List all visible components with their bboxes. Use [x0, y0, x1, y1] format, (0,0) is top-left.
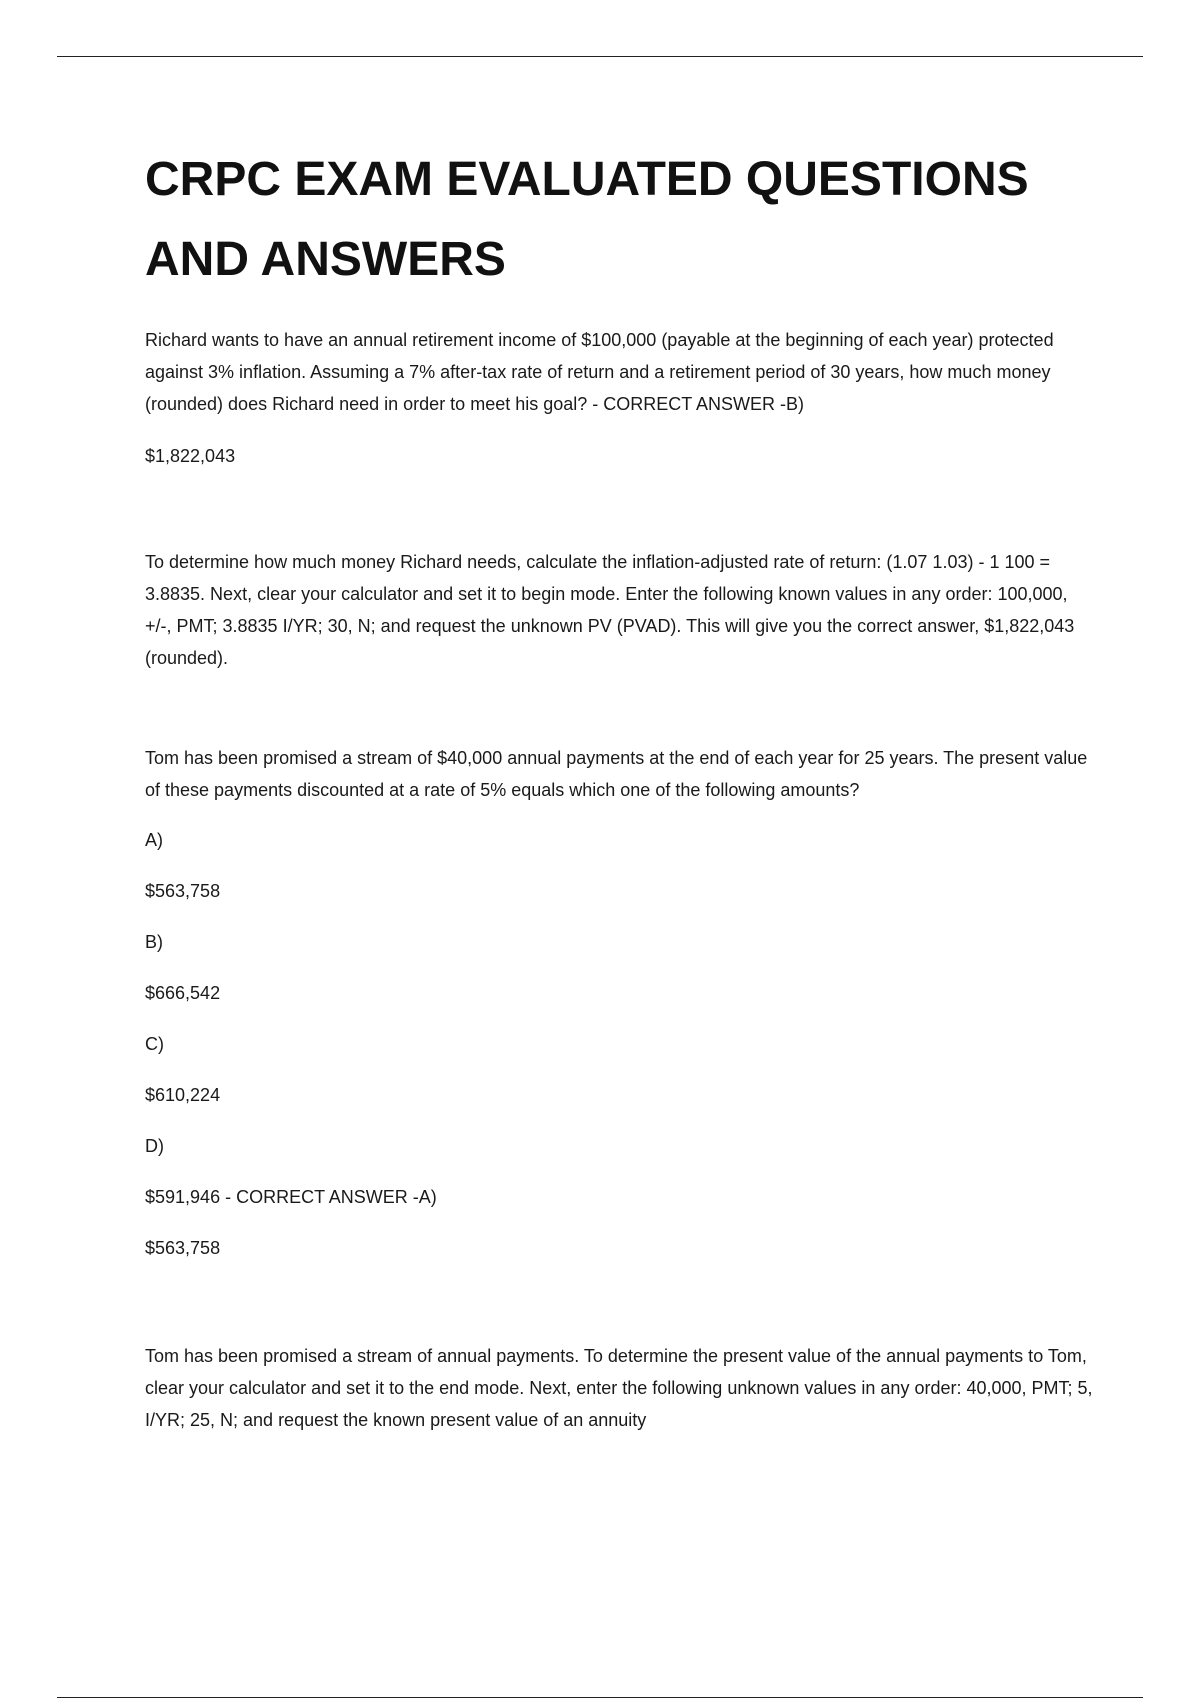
q2-option-b-letter: B) — [145, 932, 163, 952]
top-rule — [57, 56, 1143, 57]
q2-answer: $563,758 — [145, 1238, 221, 1258]
title-line-2: AND ANSWERS — [145, 233, 506, 286]
title-line-1: CRPC EXAM EVALUATED QUESTIONS — [145, 153, 1029, 206]
bottom-rule — [57, 1697, 1143, 1698]
q2-option-c-value: $610,224 — [145, 1085, 221, 1105]
q2-option-b-value: $666,542 — [145, 983, 221, 1003]
q2-option-d-value: $591,946 - CORRECT ANSWER -A) — [145, 1187, 437, 1207]
document-body — [145, 140, 1095, 1436]
q1-question: Richard wants to have an annual retirement income of $100,000 (payable at the beginning of each year) protected against 3% inflation. Assuming a 7% after-tax rate of return and a retirement period of 30 years, how much money (rounded) does Richard need in order to meet his goal? - CORRECT ANSWER -B) — [145, 330, 1054, 414]
q2-question: Tom has been promised a stream of $40,000 annual payments at the end of each year for 25 years. The present value of these payments discounted at a rate of 5% equals which one of the following amounts? — [145, 748, 1088, 800]
q2-option-c-letter: C) — [145, 1034, 164, 1054]
page-title — [145, 140, 1095, 300]
q2-explanation: Tom has been promised a stream of annual payments. To determine the present value of the annual payments to Tom, clear your calculator and set it to the end mode. Next, enter the following unknown values in any order: 40,000, PMT; 5, I/YR; 25, N; and request the known present value of an annuity — [145, 1346, 1093, 1430]
q2-option-a-value: $563,758 — [145, 881, 221, 901]
q2-option-a-letter: A) — [145, 830, 163, 850]
q2-option-d-letter: D) — [145, 1136, 164, 1156]
q1-explanation: To determine how much money Richard needs, calculate the inflation-adjusted rate of return: (1.07 1.03) - 1 100 = 3.8835. Next, clear your calculator and set it to begin mode. Enter the following known values in any order: 100,000, +/-, PMT; 3.8835 I/YR; 30, N; and request the unknown PV (PVAD). This will give you the correct answer, $1,822,043 (rounded). — [145, 552, 1075, 668]
q1-answer: $1,822,043 — [145, 446, 236, 466]
